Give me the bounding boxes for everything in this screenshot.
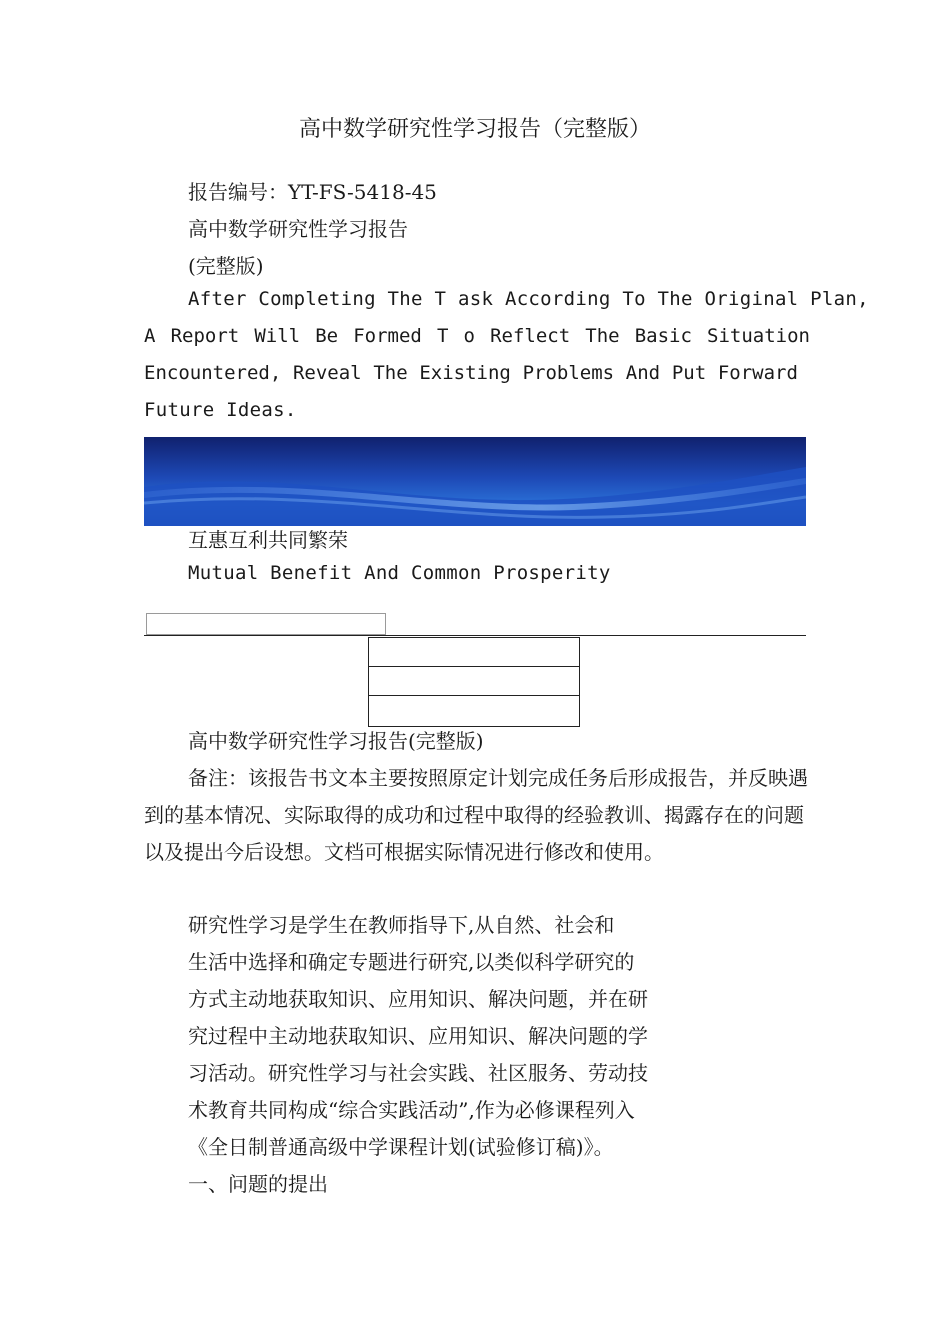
body-line: 究过程中主动地获取知识、应用知识、解决问题的学 bbox=[188, 1024, 648, 1048]
body-line: 生活中选择和确定专题进行研究,以类似科学研究的 bbox=[188, 950, 635, 974]
body-line: 方式主动地获取知识、应用知识、解决问题，并在研 bbox=[188, 987, 648, 1011]
word: Situation bbox=[707, 325, 810, 347]
word: Basic bbox=[634, 325, 692, 347]
word: Be bbox=[315, 325, 339, 347]
report-number: 报告编号：YT-FS-5418-45 bbox=[188, 180, 437, 204]
body-line: 研究性学习是学生在教师指导下,从自然、社会和 bbox=[188, 913, 615, 937]
english-intro-line-3 bbox=[144, 362, 798, 384]
word: Reflect bbox=[490, 325, 571, 347]
subtitle-line-1: 高中数学研究性学习报告 bbox=[188, 217, 408, 241]
body-line: 习活动。研究性学习与社会实践、社区服务、劳动技 bbox=[188, 1061, 648, 1085]
english-intro-line-2 bbox=[144, 325, 810, 347]
heading-problem-statement: 一、问题的提出 bbox=[188, 1172, 328, 1196]
document-title: 高中数学研究性学习报告（完整版） bbox=[298, 117, 651, 142]
form-field-box bbox=[146, 613, 386, 635]
word: A bbox=[144, 325, 156, 347]
table-row bbox=[369, 638, 579, 667]
word: T bbox=[436, 325, 449, 347]
wave-graphic bbox=[144, 437, 806, 526]
decorative-wave-banner bbox=[144, 437, 806, 526]
word: Put bbox=[671, 362, 707, 384]
english-intro-line-1: After Completing The T ask According To The Original Plan, bbox=[188, 288, 869, 310]
word: Formed bbox=[353, 325, 422, 347]
english-intro-line-4: Future Ideas. bbox=[144, 399, 297, 421]
word: And bbox=[625, 362, 661, 384]
note-paragraph: 备注：该报告书文本主要按照原定计划完成任务后形成报告，并反映遇到的基本情况、实际取得的成功和过程中取得的经验教训、揭露存在的问题以及提出今后设想。文档可根据实际情况进行修改和使用。 bbox=[144, 766, 808, 864]
word: The bbox=[373, 362, 408, 384]
banner-caption-en: Mutual Benefit And Common Prosperity bbox=[188, 562, 611, 584]
word: o bbox=[463, 325, 475, 347]
body-line: 术教育共同构成“综合实践活动”,作为必修课程列入 bbox=[188, 1098, 635, 1122]
table-row bbox=[369, 696, 579, 724]
section-title: 高中数学研究性学习报告(完整版) bbox=[188, 729, 484, 753]
body-line: 《全日制普通高级中学课程计划(试验修订稿)》。 bbox=[188, 1135, 614, 1159]
table-row bbox=[369, 667, 579, 696]
word: Report bbox=[170, 325, 240, 347]
word: The bbox=[585, 325, 620, 347]
subtitle-line-2: (完整版) bbox=[188, 254, 264, 278]
word: Problems bbox=[522, 362, 615, 384]
word: Reveal bbox=[292, 362, 362, 384]
word: Encountered, bbox=[144, 362, 282, 384]
empty-table bbox=[368, 637, 580, 727]
word: Existing bbox=[419, 362, 511, 384]
banner-caption-cn: 互惠互利共同繁荣 bbox=[188, 528, 348, 552]
word: Will bbox=[254, 325, 301, 347]
word: Forward bbox=[717, 362, 798, 384]
horizontal-rule bbox=[144, 635, 806, 636]
